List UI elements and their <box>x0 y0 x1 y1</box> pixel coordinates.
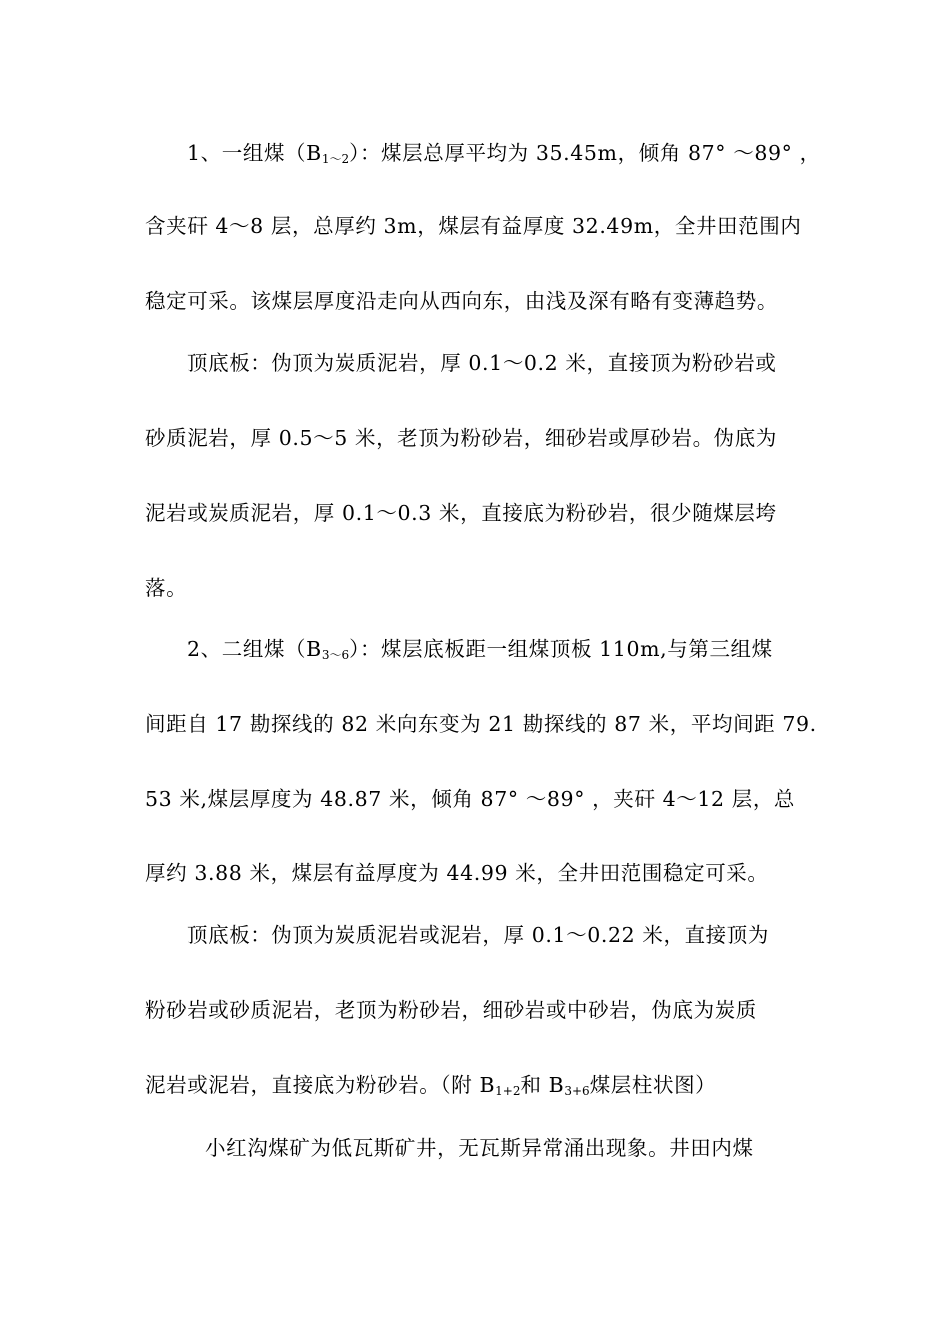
paragraph-gas-line-1: 小红沟煤矿为低瓦斯矿井，无瓦斯异常涌出现象。井田内煤 <box>205 1136 754 1160</box>
paragraph-coal-group-1-line-2: 含夹矸 4～8 层，总厚约 3m，煤层有益厚度 32.49m，全井田范围内 <box>145 214 802 238</box>
subscript: 3～6 <box>321 648 350 662</box>
text-segment: 泥岩或泥岩，直接底为粉砂岩。（附 B <box>145 1073 496 1097</box>
paragraph-roof-floor-2-line-1: 顶底板：伪顶为炭质泥岩或泥岩，厚 0.1～0.22 米，直接顶为 <box>187 923 769 947</box>
paragraph-coal-group-2-line-2: 间距自 17 勘探线的 82 米向东变为 21 勘探线的 87 米，平均间距 79. <box>145 712 817 736</box>
paragraph-roof-floor-2-line-3 <box>145 1070 810 1106</box>
subscript: 1+2 <box>495 1084 521 1098</box>
text-segment: ）：煤层总厚平均为 35.45m，倾角 87° ～89° ， <box>349 141 821 165</box>
text-segment: 和 B <box>520 1073 565 1097</box>
paragraph-roof-floor-1-line-2: 砂质泥岩，厚 0.5～5 米，老顶为粉砂岩，细砂岩或厚砂岩。伪底为 <box>145 426 777 450</box>
paragraph-coal-group-1-line-3: 稳定可采。该煤层厚度沿走向从西向东，由浅及深有略有变薄趋势。 <box>145 289 778 313</box>
subscript: 3+6 <box>564 1084 590 1098</box>
text-segment: 2、二组煤（B <box>187 637 322 661</box>
paragraph-roof-floor-1-line-4: 落。 <box>145 576 188 600</box>
paragraph-coal-group-2-line-4: 厚约 3.88 米，煤层有益厚度为 44.99 米，全井田范围稳定可采。 <box>145 861 769 885</box>
paragraph-roof-floor-2-line-2: 粉砂岩或砂质泥岩，老顶为粉砂岩，细砂岩或中砂岩，伪底为炭质 <box>145 998 757 1022</box>
paragraph-coal-group-2-line-1 <box>187 634 852 670</box>
paragraph-coal-group-2-line-3: 53 米,煤层厚度为 48.87 米，倾角 87° ～89° ，夹矸 4～12 层，总 <box>145 787 796 811</box>
paragraph-coal-group-1-line-1 <box>187 138 852 174</box>
subscript: 1～2 <box>321 152 350 166</box>
text-segment: ）：煤层底板距一组煤顶板 110m,与第三组煤 <box>349 637 773 661</box>
text-segment: 煤层柱状图） <box>589 1073 717 1097</box>
paragraph-roof-floor-1-line-3: 泥岩或炭质泥岩，厚 0.1～0.3 米，直接底为粉砂岩，很少随煤层垮 <box>145 501 777 525</box>
text-segment: 1、一组煤（B <box>187 141 322 165</box>
paragraph-roof-floor-1-line-1: 顶底板：伪顶为炭质泥岩，厚 0.1～0.2 米，直接顶为粉砂岩或 <box>187 351 777 375</box>
